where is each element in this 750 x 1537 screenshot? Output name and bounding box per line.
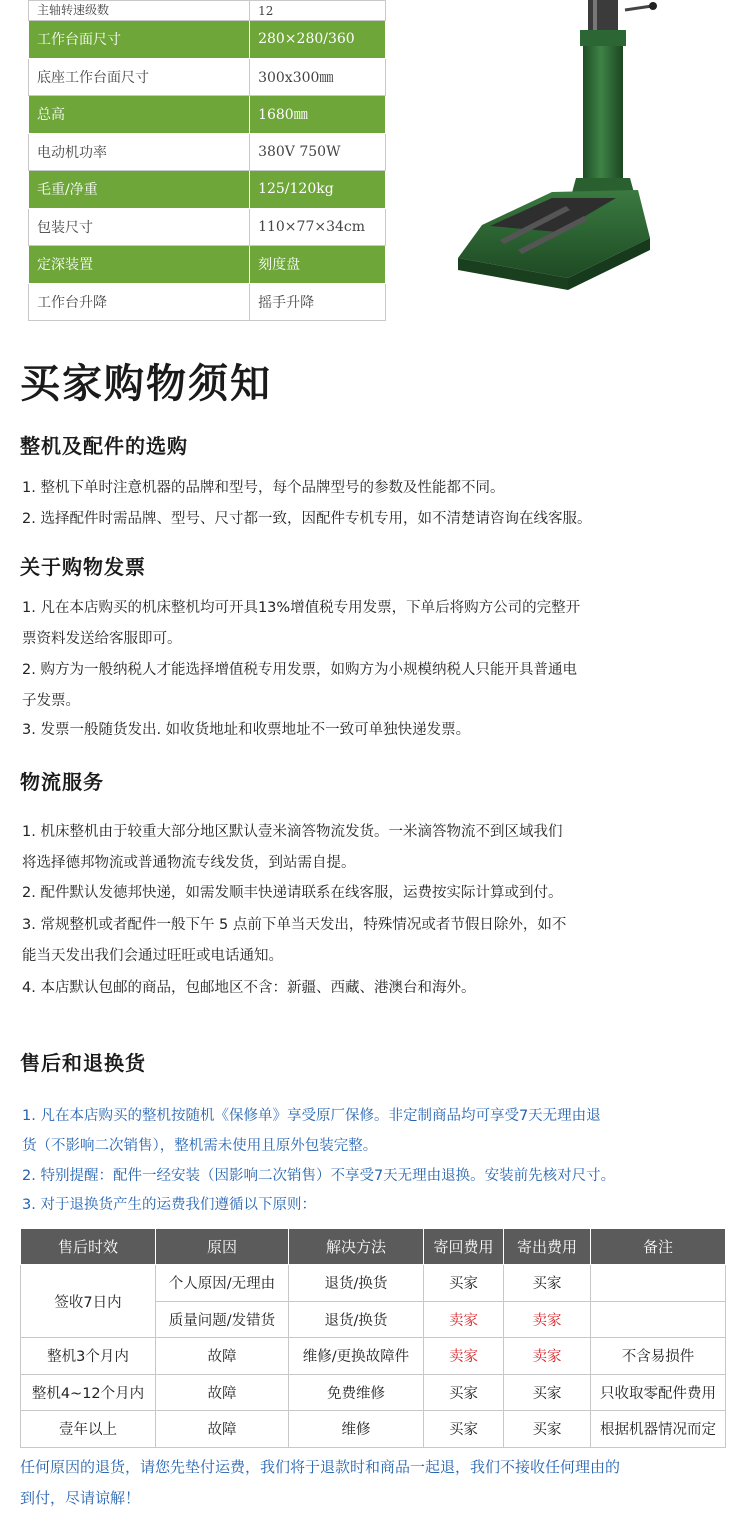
table-row [21,1374,726,1411]
cell-method: 退货/换货 [289,1301,424,1338]
after-sale-table [20,1228,726,1448]
spec-value: 刻度盘 [250,246,386,284]
section-title-logistics: 物流服务 [20,770,104,794]
footer-line-1: 任何原因的退货，请您先垫付运费，我们将于退款时和商品一起退，我们不接收任何理由的 [20,1458,621,1476]
spec-row [29,133,386,171]
table-row [21,1338,726,1375]
spec-row [29,21,386,59]
spec-label: 毛重/净重 [29,171,250,209]
spec-label: 工作台升降 [29,283,250,321]
spec-label: 电动机功率 [29,133,250,171]
cell-ship-fee: 买家 [504,1411,591,1448]
spec-label: 主轴转速级数 [29,1,250,21]
cell-note: 只收取零配件费用 [591,1374,726,1411]
cell-note [591,1301,726,1338]
spec-value: 1680㎜ [250,96,386,134]
logistics-line-2: 将选择德邦物流或普通物流专线发货，到站需自提。 [22,855,356,871]
cell-reason: 故障 [156,1411,289,1448]
after-sale-line-4: 3. 对于退换货产生的运费我们遵循以下原则： [22,1197,316,1213]
footer-line-2: 到付，尽请谅解！ [20,1489,141,1507]
spec-row [29,58,386,96]
spec-table [28,0,386,321]
after-sale-line-3: 2. 特别提醒：配件一经安装（因影响二次销售）不享受7天无理由退换。安装前先核对尺寸。 [22,1168,616,1184]
spec-label: 工作台面尺寸 [29,21,250,59]
header-period: 售后时效 [21,1229,156,1265]
header-note: 备注 [591,1229,726,1265]
spec-label: 包装尺寸 [29,208,250,246]
table-header-row [21,1229,726,1265]
after-sale-line-1: 1. 凡在本店购买的整机按随机《保修单》享受原厂保修。非定制商品均可享受7天无理由退 [22,1108,601,1124]
header-reason: 原因 [156,1229,289,1265]
spec-value: 380V 750W [250,133,386,171]
spec-value: 280×280/360 [250,21,386,59]
section-title-invoice: 关于购物发票 [20,555,146,579]
spec-row [29,283,386,321]
cell-return-fee: 买家 [424,1374,504,1411]
spec-row [29,246,386,284]
cell-reason: 个人原因/无理由 [156,1265,289,1302]
cell-ship-fee: 卖家 [504,1301,591,1338]
cell-return-fee: 卖家 [424,1301,504,1338]
cell-method: 维修/更换故障件 [289,1338,424,1375]
header-method: 解决方法 [289,1229,424,1265]
spec-value: 12 [250,1,386,21]
cell-method: 退货/换货 [289,1265,424,1302]
drill-press-image [440,0,670,320]
cell-period: 壹年以上 [21,1411,156,1448]
spec-value: 125/120kg [250,171,386,209]
spec-label: 底座工作台面尺寸 [29,58,250,96]
invoice-line-2: 票资料发送给客服即可。 [22,631,182,647]
notice-title: 买家购物须知 [20,361,272,407]
cell-note [591,1265,726,1302]
cell-ship-fee: 卖家 [504,1338,591,1375]
logistics-line-6: 4. 本店默认包邮的商品，包邮地区不含：新疆、西藏、港澳台和海外。 [22,980,476,996]
cell-ship-fee: 买家 [504,1374,591,1411]
logistics-line-5: 能当天发出我们会通过旺旺或电话通知。 [22,948,283,964]
cell-return-fee: 卖家 [424,1338,504,1375]
spec-label: 总高 [29,96,250,134]
cell-reason: 质量问题/发错货 [156,1301,289,1338]
cell-ship-fee: 买家 [504,1265,591,1302]
spec-row [29,208,386,246]
header-ship-fee: 寄出费用 [504,1229,591,1265]
header-return-fee: 寄回费用 [424,1229,504,1265]
cell-period: 整机4~12个月内 [21,1374,156,1411]
cell-return-fee: 买家 [424,1265,504,1302]
cell-period: 签收7日内 [21,1265,156,1338]
cell-method: 免费维修 [289,1374,424,1411]
cell-return-fee: 买家 [424,1411,504,1448]
spec-value: 摇手升降 [250,283,386,321]
invoice-line-1: 1. 凡在本店购买的机床整机均可开具13%增值税专用发票，下单后将购方公司的完整开 [22,600,581,616]
section-title-after-sale: 售后和退换货 [20,1051,146,1075]
after-sale-line-2: 货（不影响二次销售），整机需未使用且原外包装完整。 [22,1138,378,1154]
cell-note: 根据机器情况而定 [591,1411,726,1448]
invoice-line-4: 子发票。 [22,693,80,709]
cell-method: 维修 [289,1411,424,1448]
spec-label: 定深装置 [29,246,250,284]
cell-reason: 故障 [156,1338,289,1375]
logistics-line-4: 3. 常规整机或者配件一般下午 5 点前下单当天发出，特殊情况或者节假日除外，如不 [22,917,567,933]
spec-value: 110×77×34cm [250,208,386,246]
spec-row [29,96,386,134]
table-row [21,1265,726,1302]
spec-row [29,1,386,21]
cell-period: 整机3个月内 [21,1338,156,1375]
cell-note: 不含易损件 [591,1338,726,1375]
section-title-purchase: 整机及配件的选购 [20,434,188,458]
invoice-line-3: 2. 购方为一般纳税人才能选择增值税专用发票，如购方为小规模纳税人只能开具普通电 [22,662,577,678]
cell-reason: 故障 [156,1374,289,1411]
purchase-line-1: 1. 整机下单时注意机器的品牌和型号，每个品牌型号的参数及性能都不同。 [22,480,505,496]
table-row [21,1411,726,1448]
spec-row [29,171,386,209]
purchase-line-2: 2. 选择配件时需品牌、型号、尺寸都一致，因配件专机专用，如不清楚请咨询在线客服。 [22,511,592,527]
spec-value: 300x300㎜ [250,58,386,96]
logistics-line-3: 2. 配件默认发德邦快递，如需发顺丰快递请联系在线客服，运费按实际计算或到付。 [22,885,563,901]
logistics-line-1: 1. 机床整机由于较重大部分地区默认壹米滴答物流发货。一米滴答物流不到区域我们 [22,824,563,840]
invoice-line-5: 3. 发票一般随货发出. 如收货地址和收票地址不一致可单独快递发票。 [22,722,471,738]
